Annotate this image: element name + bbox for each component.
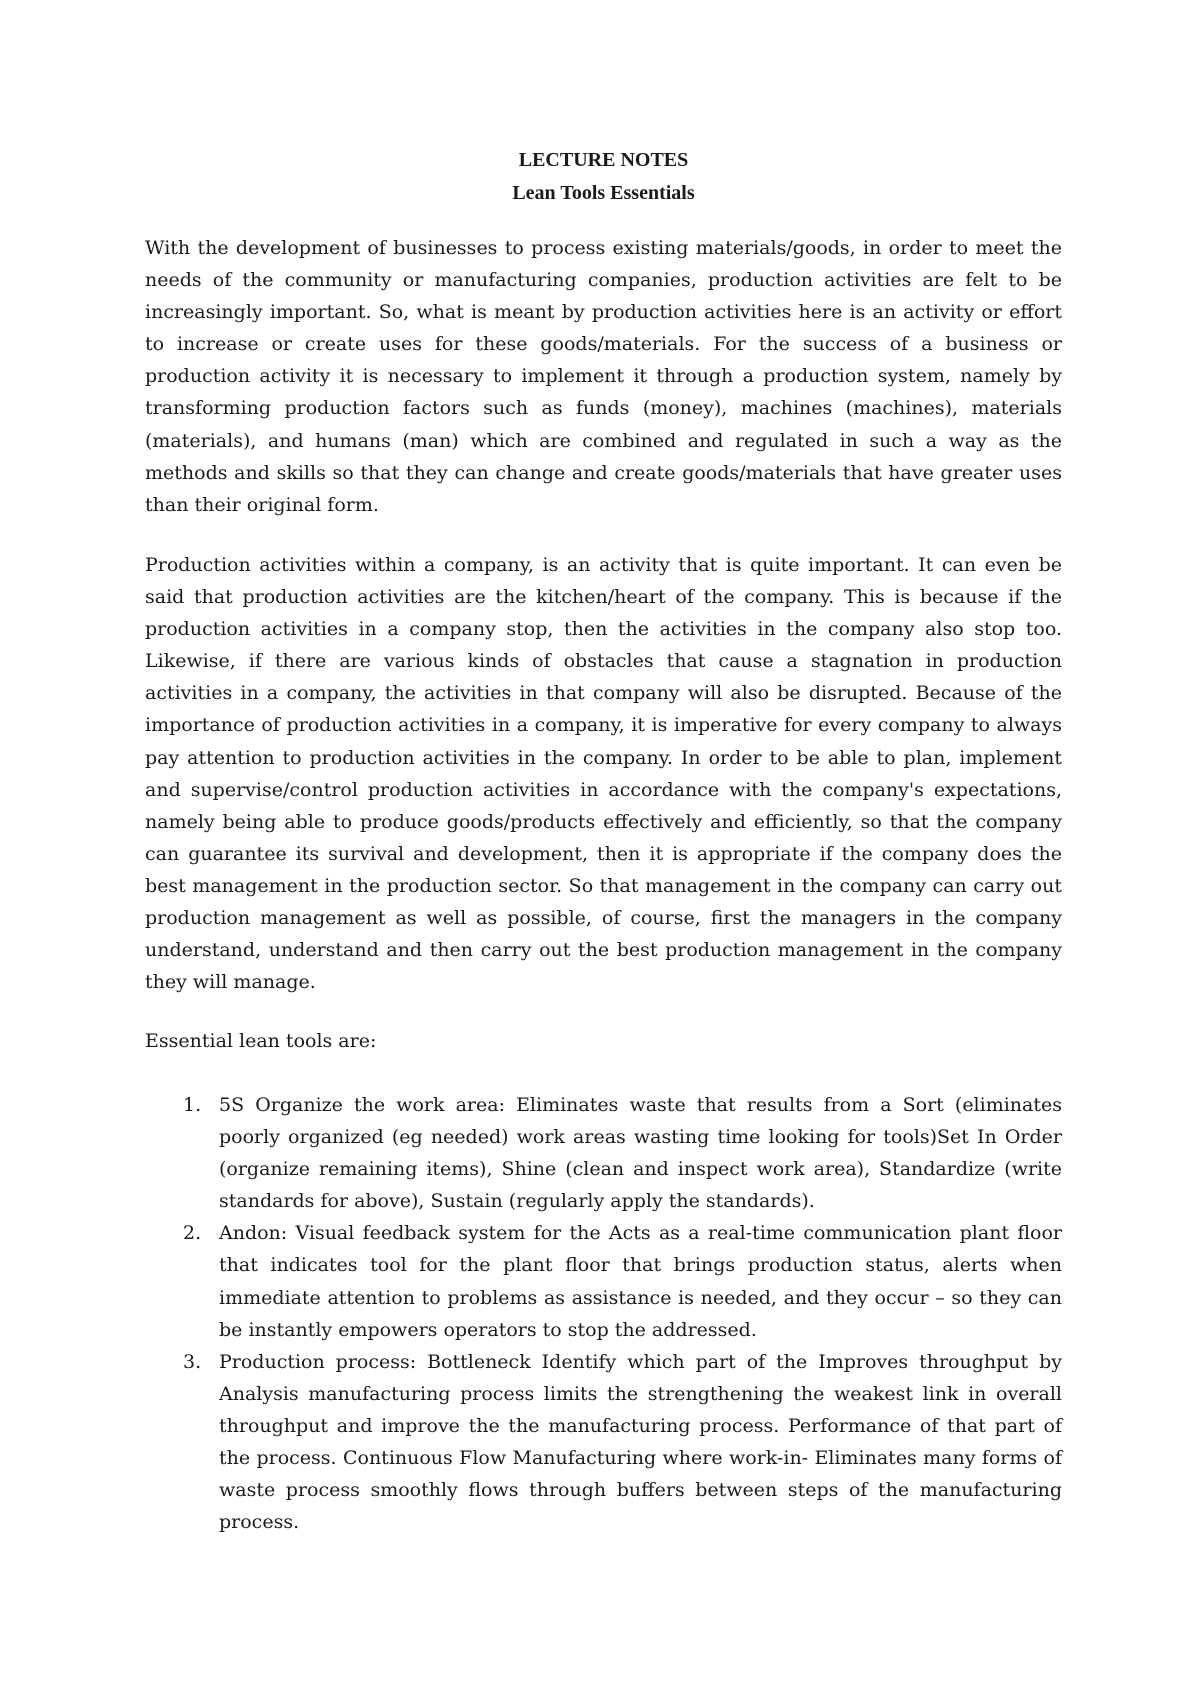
list-item-text: Andon: Visual feedback system for the Acts as a real-time communication plant floor that indicates tool for the plant floor that brings production status, alerts when immediate attention to problems as assistance is needed, and they occur – so they can be instantly empowers operators to stop the addressed. [219,1222,1062,1341]
list-item-number: 2. [183,1222,202,1245]
list-item [145,1089,1062,1217]
title-block [145,144,1062,210]
lean-tools-list [145,1089,1062,1538]
paragraph-intro: With the development of businesses to process existing materials/goods, in order to meet the needs of the community or manufacturing companies, production activities are felt to be increasingly important. So, what is meant by production activities here is an activity or effort to increase or create uses for these goods/materials. For the success of a business or production activity it is necessary to implement it through a production system, namely by transforming production factors such as funds (money), machines (machines), materials (materials), and humans (man) which are combined and regulated in such a way as the methods and skills so that they can change and create goods/materials that have greater uses than their original form. [145,237,1062,516]
list-item [145,1346,1062,1539]
list-item-text: Production process: Bottleneck Identify which part of the Improves throughput by Analysis manufacturing process limits the strengthening the weakest link in overall throughput and improve the the manufacturing process. Performance of that part of the process. Continuous Flow Manufacturing where work-in- Eliminates many forms of waste process smoothly flows through buffers between steps of the manufacturing process. [219,1350,1062,1534]
paragraph-production-activities: Production activities within a company, is an activity that is quite important. It can even be said that production activities are the kitchen/heart of the company. This is because if the production activities in a company stop, then the activities in the company also stop too. Likewise, if there are various kinds of obstacles that cause a stagnation in production activities in a company, the activities in that company will also be disrupted. Because of the importance of production activities in a company, it is imperative for every company to always pay attention to production activities in the company. In order to be able to plan, implement and supervise/control production activities in accordance with the company's expectations, namely being able to produce goods/products effectively and efficiently, so that the company can guarantee its survival and development, then it is appropriate if the company does the best management in the production sector. So that management in the company can carry out production management as well as possible, of course, first the managers in the company understand, understand and then carry out the best production management in the company they will manage. [145,554,1062,994]
paragraph-list-intro: Essential lean tools are: [145,1030,377,1052]
list-item-number: 3. [183,1350,202,1373]
document-title: LECTURE NOTES [518,149,689,171]
document-subtitle: Lean Tools Essentials [512,182,695,204]
list-item-number: 1. [183,1094,202,1116]
list-item-text: 5S Organize the work area: Eliminates waste that results from a Sort (eliminates poorly organized (eg needed) work areas wasting time looking for tools)Set In Order (organize remaining items), Shine (clean and inspect work area), Standardize (write standards for above), Sustain (regularly apply the standards). [219,1094,1062,1213]
list-item [145,1217,1062,1345]
